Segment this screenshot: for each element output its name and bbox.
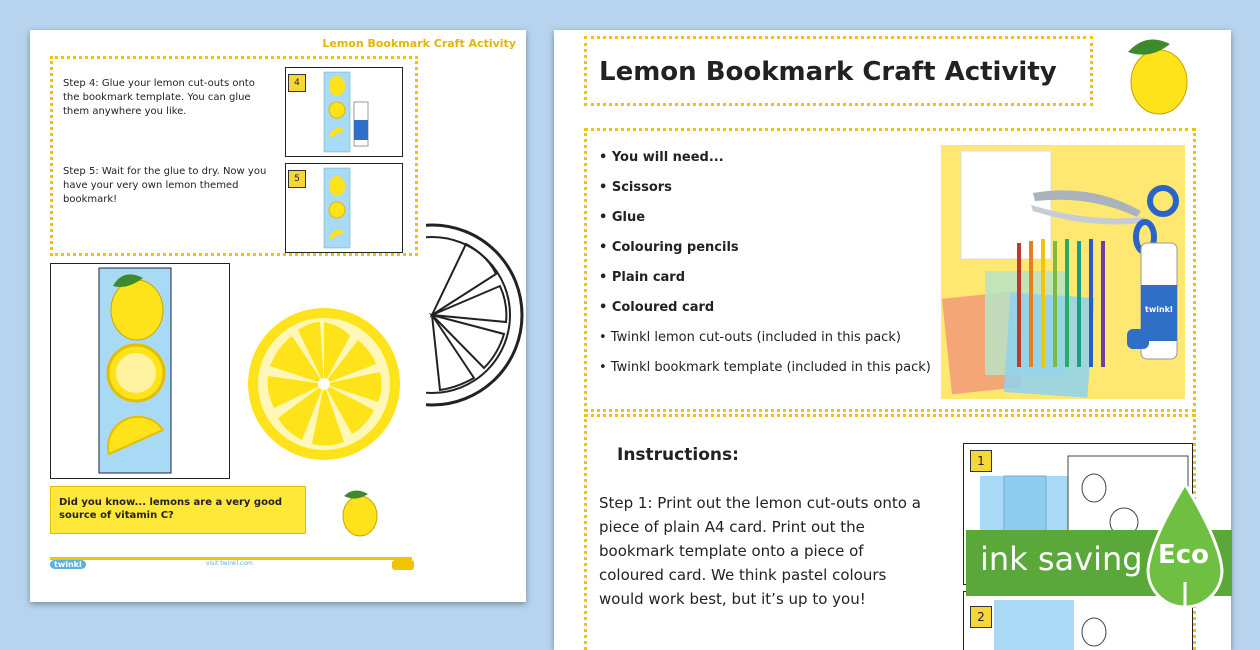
back-page-header: Lemon Bookmark Craft Activity [322,37,516,50]
list-item-5: • Coloured card [599,300,715,315]
step-5-number: 5 [288,170,306,188]
list-item-1: • Scissors [599,180,672,195]
materials-list [599,143,939,383]
bookmark-example [50,263,230,479]
footer-badge [392,560,414,570]
lemon-outline-image [426,200,526,430]
step-2-number: 2 [970,606,992,628]
eco-tag: Eco [1158,540,1210,570]
step-1-number: 1 [970,450,992,472]
list-item-4: • Plain card [599,270,686,285]
instructions-heading: Instructions: [617,445,739,465]
list-item-3: • Colouring pencils [599,240,739,255]
fact-box [50,486,306,534]
twinkl-logo: twinkl [50,560,86,569]
lemon-title-icon [1122,32,1192,118]
list-item-2: • Glue [599,210,646,225]
materials-box [584,128,1196,412]
step-4-image [285,67,403,157]
step-4-text: Step 4: Glue your lemon cut-outs onto the bookmark template. You can glue them anywhere you like. [63,78,255,117]
title-box [584,36,1093,106]
eco-badge-label: ink saving [980,540,1143,578]
list-item-0: • You will need... [599,150,724,165]
step-5-image [285,163,403,253]
lemon-icon [336,486,382,538]
steps-box [50,56,418,256]
lemon-slice-image [246,306,402,462]
materials-image [941,145,1185,399]
step-4-number: 4 [288,74,306,92]
list-item-7: • Twinkl bookmark template (included in this pack) [599,360,931,375]
step-5-text: Step 5: Wait for the glue to dry. Now you have your very own lemon themed bookmark! [63,166,267,205]
footer-url: visit twinkl.com [206,560,253,567]
glue-label: twinkl [1145,305,1173,314]
step-1-text: Step 1: Print out the lemon cut-outs onto a piece of plain A4 card. Print out the bookmark template onto a piece of coloured card. We think pastel colours would work best, but it’s up to you! [599,494,921,608]
list-item-6: • Twinkl lemon cut-outs (included in this pack) [599,330,901,345]
page-title: Lemon Bookmark Craft Activity [599,57,1057,87]
fact-text: Did you know... lemons are a very good source of vitamin C? [59,497,282,521]
